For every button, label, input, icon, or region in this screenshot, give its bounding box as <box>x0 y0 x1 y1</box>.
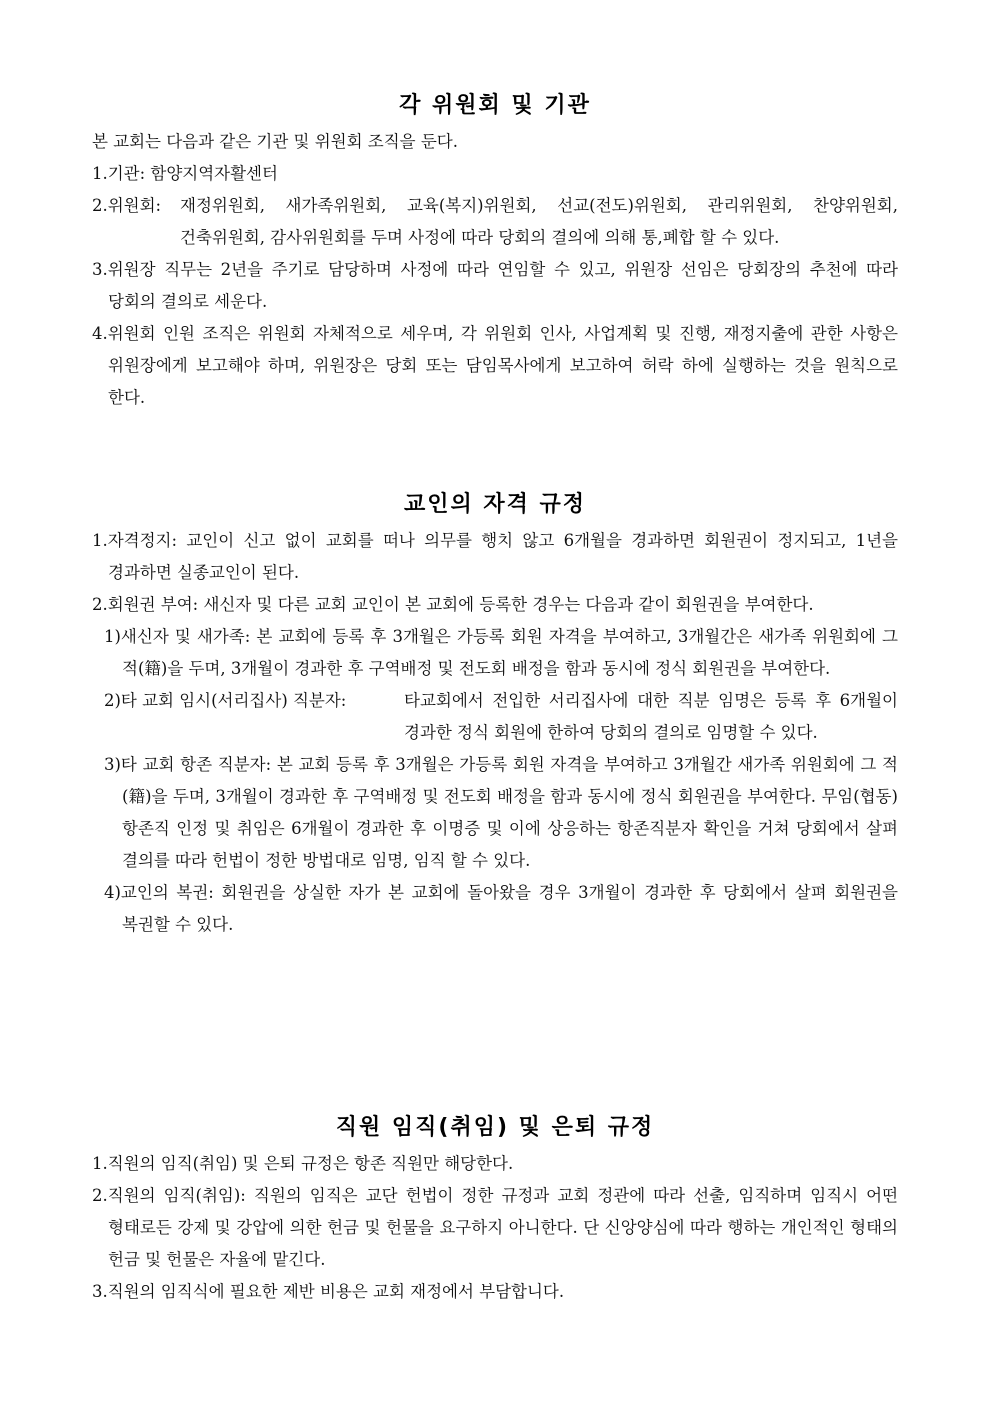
sub-list-item <box>92 685 898 749</box>
list-item: 4.위원회 인원 조직은 위원회 자체적으로 세우며, 각 위원회 인사, 사업계획 및 진행, 재정지출에 관한 사항은 위원장에게 보고해야 하며, 위원장은 당회 또는 담임목사에게 보고하여 허락 하에 실행하는 것을 원칙으로 한다. <box>92 324 898 407</box>
section-title: 직원 임직(취임) 및 은퇴 규정 <box>335 1115 655 1140</box>
list-item: 3.직원의 임직식에 필요한 제반 비용은 교회 재정에서 부담합니다. <box>92 1282 565 1301</box>
sub-list-item: 1)새신자 및 새가족: 본 교회에 등록 후 3개월은 가등록 회원 자격을 부여하고, 3개월간은 새가족 위원회에 그 적(籍)을 두며, 3개월이 경과한 후 구역배정 및 전도회 배정을 함과 동시에 정식 회원권을 부여한다. <box>104 627 898 678</box>
list-item: 3.위원장 직무는 2년을 주기로 담당하며 사정에 따라 연임할 수 있고, 위원장 선임은 당회장의 추천에 따라 당회의 결의로 세운다. <box>92 260 898 311</box>
item-label: 2)타 교회 임시(서리집사) 직분자: <box>104 691 347 710</box>
list-item: 1.자격정지: 교인이 신고 없이 교회를 떠나 의무를 행치 않고 6개월을 경과하면 회원권이 정지되고, 1년을 경과하면 실종교인이 된다. <box>92 531 898 582</box>
list-item: 1.기관: 함양지역자활센터 <box>92 164 278 183</box>
section-intro: 본 교회는 다음과 같은 기관 및 위원회 조직을 둔다. <box>92 132 458 151</box>
section-committees <box>92 88 898 414</box>
list-item: 2.회원권 부여: 새신자 및 다른 교회 교인이 본 교회에 등록한 경우는 다음과 같이 회원권을 부여한다. <box>92 595 814 614</box>
list-item: 2.직원의 임직(취임): 직원의 임직은 교단 헌법이 정한 규정과 교회 정관에 따라 선출, 임직하며 임직시 어떤 형태로든 강제 및 강압에 의한 헌금 및 헌물을 요구하지 아니한다. 단 신앙양심에 따라 행하는 개인적인 형태의 헌금 및 헌물은 자율에 맡긴다. <box>92 1186 898 1269</box>
section-title: 교인의 자격 규정 <box>403 492 587 517</box>
list-item: 1.직원의 임직(취임) 및 은퇴 규정은 항존 직원만 해당한다. <box>92 1154 514 1173</box>
item-text: 타교회에서 전입한 서리집사에 대한 직분 임명은 등록 후 6개월이 경과한 정식 회원에 한하여 당회의 결의로 임명할 수 있다. <box>404 691 898 742</box>
item-text: 재정위원회, 새가족위원회, 교육(복지)위원회, 선교(전도)위원회, 관리위원회, 찬양위원회, 건축위원회, 감사위원회를 두며 사정에 따라 당회의 결의에 의해 통,폐합 할 수 있다. <box>180 196 898 247</box>
section-ordination-retirement <box>92 1110 898 1308</box>
section-title: 각 위원회 및 기관 <box>399 93 591 118</box>
committee-item <box>92 190 898 254</box>
sub-list-item: 3)타 교회 항존 직분자: 본 교회 등록 후 3개월은 가등록 회원 자격을 부여하고 3개월간 새가족 위원회에 그 적(籍)을 두며, 3개월이 경과한 후 구역배정 및 전도회 배정을 함과 동시에 정식 회원권을 부여한다. 무임(협동) 항존직 인정 및 취임은 6개월이 경과한 후 이명증 및 이에 상응하는 항존직분자 확인을 거쳐 당회에서 살펴 결의를 따라 헌법이 정한 방법대로 임명, 임직 할 수 있다. <box>104 755 898 870</box>
sub-list-item: 4)교인의 복권: 회원권을 상실한 자가 본 교회에 돌아왔을 경우 3개월이 경과한 후 당회에서 살펴 회원권을 복권할 수 있다. <box>104 883 898 934</box>
item-label: 2.위원회: <box>92 196 162 215</box>
section-member-qualification <box>92 487 898 941</box>
